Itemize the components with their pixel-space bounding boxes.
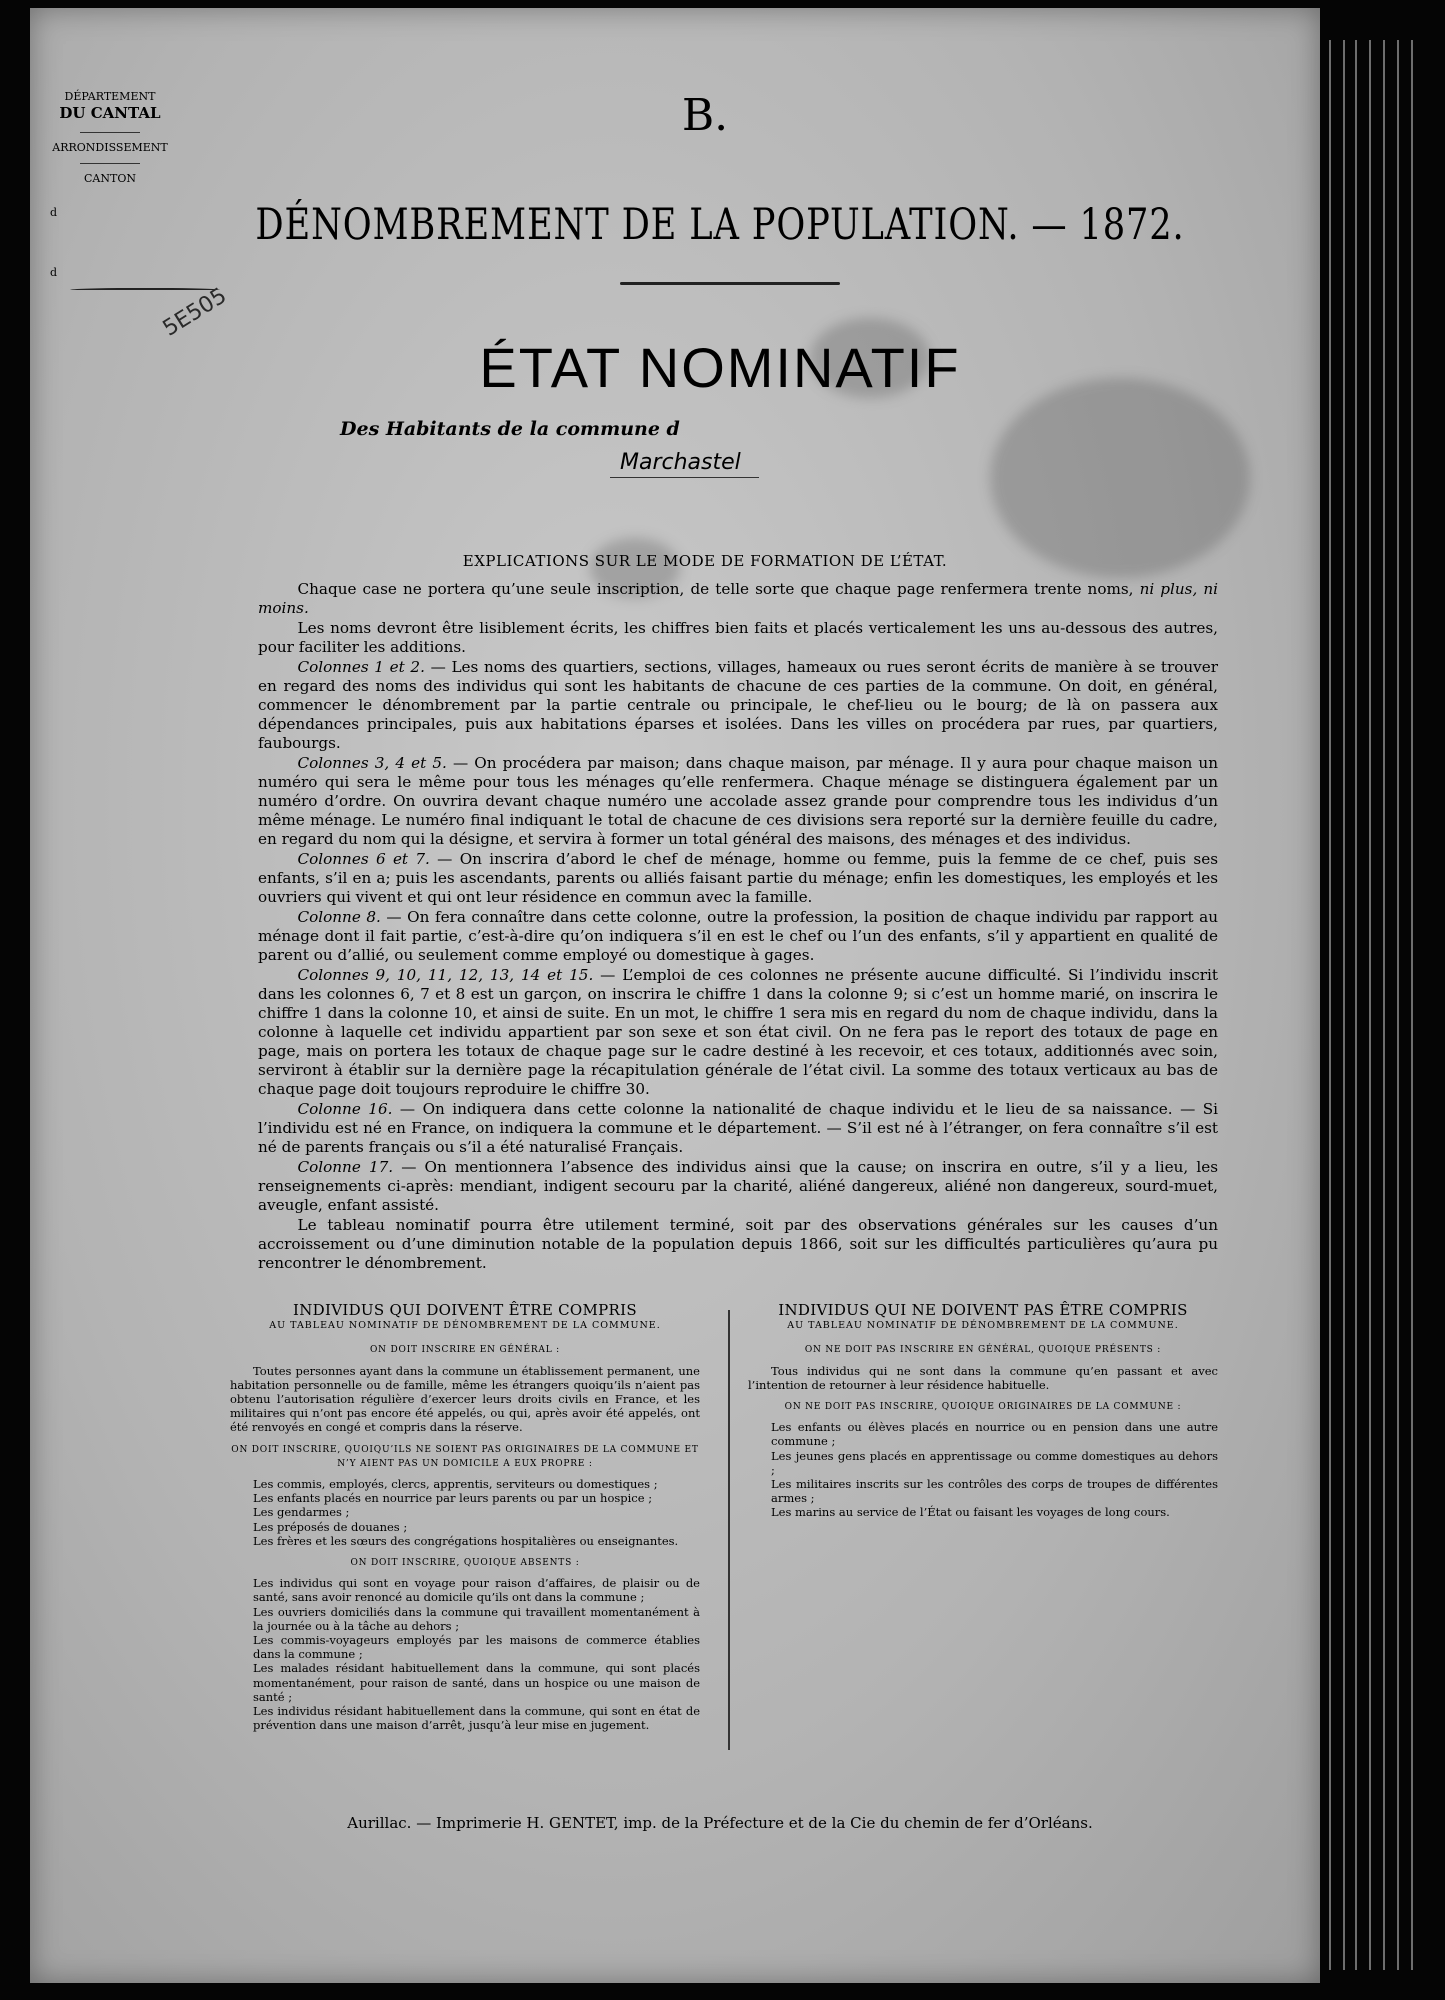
section-heading: ON NE DOIT PAS INSCRIRE, QUOIQUE ORIGINAIRES DE LA COMMUNE :: [784, 1402, 1182, 1413]
explanation-paragraph: Le tableau nominatif pourra être utilement terminé, soit par des observations générales sur les causes d’un accroissement ou d’une diminution notable de la population depuis 1866, soit sur les difficultés particulières qu’aura pu rencontrer le dénombrement.: [258, 1216, 1218, 1272]
departement-name: DU CANTAL: [59, 104, 161, 123]
main-title: DÉNOMBREMENT DE LA POPULATION. — 1872.: [255, 200, 1185, 250]
canton-label: CANTON: [84, 172, 136, 186]
explanation-paragraph: Colonnes 6 et 7. — On inscrira d’abord le chef de ménage, homme ou femme, puis la femme de ce chef, puis ses enfants, s’il en a; puis les ascendants, parents ou alliés faisant partie du ménage; enfin les domestiques, les employés et les ouvriers qui vivent et qui ont leur résidence en commun avec la famille.: [258, 850, 1218, 906]
header-brace: [70, 288, 220, 293]
list-item: Les commis-voyageurs employés par les maisons de commerce établies dans la commune ;: [253, 1633, 700, 1662]
explanation-paragraph: Colonne 8. — On fera connaître dans cette colonne, outre la profession, la position de chaque individu par rapport au ménage dont il fait partie, c’est-à-dire qu’on indiquera s’il en est le chef ou l’un des enfants, s’il y appartient en qualité de parent ou d’allié, ou seulement comme employé ou domestique à gages.: [258, 908, 1218, 964]
explanation-paragraph: Chaque case ne portera qu’une seule inscription, de telle sorte que chaque page renfermera trente noms, ni plus, ni moins.: [258, 580, 1219, 617]
column-title: INDIVIDUS QUI NE DOIVENT PAS ÊTRE COMPRIS: [778, 1301, 1188, 1319]
commune-name: Marchastel: [610, 450, 759, 478]
list-item: Les frères et les sœurs des congrégations hospitalières ou enseignantes.: [253, 1533, 679, 1548]
explanation-paragraph: Colonnes 1 et 2. — Les noms des quartiers, sections, villages, hameaux ou rues seront écrits de manière à se trouver en regard des noms des individus qui sont les habitants de chacune de ces parties de la commune. On doit, en général, commencer le dénombrement par la partie centrale ou principale, le chef-lieu ou le bourg; de là on passera aux dépendances principales, puis aux habitations éparses et isolées. Dans les villes on procédera par rues, par quartiers, faubourgs.: [258, 658, 1218, 752]
explanation-paragraph: Colonne 16. — On indiquera dans cette colonne la nationalité de chaque individu et le lieu de sa naissance. — Si l’individu est né en France, on indiquera la commune et le département. — S’il est né à l’étranger, on fera connaître s’il est né de parents français ou s’il a été naturalisé Français.: [258, 1100, 1218, 1156]
list-item: Les préposés de douanes ;: [253, 1519, 408, 1534]
list-item: Les gendarmes ;: [253, 1505, 350, 1520]
commune-label: Des Habitants de la commune d: [340, 418, 680, 440]
form-letter: B.: [681, 90, 729, 141]
column-subtitle: AU TABLEAU NOMINATIF DE DÉNOMBREMENT DE LA COMMUNE.: [787, 1320, 1179, 1332]
list-item: Les jeunes gens placés en apprentissage ou comme domestiques au dehors ;: [771, 1448, 1218, 1477]
section-heading: ON DOIT INSCRIRE EN GÉNÉRAL :: [369, 1345, 560, 1356]
explanation-paragraph: Les noms devront être lisiblement écrits, les chiffres bien faits et placés verticalement les uns au-dessous des autres, pour faciliter les additions.: [258, 619, 1218, 656]
list-item: Les marins au service de l’État ou faisant les voyages de long cours.: [771, 1505, 1170, 1520]
excluded-individuals-column: [748, 1303, 1218, 1520]
title-rule: [620, 282, 840, 285]
list-item: Les ouvriers domiciliés dans la commune qui travaillent momentanément à la journée ou à la tâche au dehors ;: [253, 1604, 700, 1633]
d-prefix: d: [50, 206, 58, 219]
explanation-paragraph: Colonne 17. — On mentionnera l’absence des individus ainsi que la cause; on inscrira en outre, s’il y a lieu, les renseignements ci-après: mendiant, indigent secouru par la charité, aliéné dangereux, aliéné non dangereux, sourd-muet, aveugle, enfant assisté.: [258, 1158, 1219, 1214]
catalogue-note: 5E505: [158, 283, 232, 342]
column-title: INDIVIDUS QUI DOIVENT ÊTRE COMPRIS: [293, 1301, 637, 1319]
section-text: Toutes personnes ayant dans la commune un établissement permanent, une habitation personnelle ou de famille, même les étrangers quoiqu’ils n’aient pas obtenu l’autorisation régulière d’exercer leurs droits civils en France, et les militaires qui n’ont pas encore été appelés, ou qui, après avoir été appelés, ont été renvoyés en congé et compris dans la réserve.: [230, 1363, 700, 1435]
list-item: Les enfants ou élèves placés en nourrice ou en pension dans une autre commune ;: [771, 1420, 1218, 1449]
stain: [990, 378, 1250, 578]
state-title: ÉTAT NOMINATIF: [479, 336, 961, 399]
explanation-paragraph: Colonnes 9, 10, 11, 12, 13, 14 et 15. — L’emploi de ces colonnes ne présente aucune difficulté. Si l’individu inscrit dans les colonnes 6, 7 et 8 est un garçon, on inscrira le chiffre 1 dans la colonne 9; si c’est un homme marié, on inscrira le chiffre 1 dans la colonne 10, et ainsi de suite. En un mot, le chiffre 1 sera mis en regard du nom de chaque individu, dans la colonne à laquelle cet individu appartient par son sexe et son état civil. On ne fera pas le report des totaux de page en page, mais on portera les totaux de chaque page sur le cadre destiné à les recevoir, et ces totaux, additionnés avec soin, serviront à établir sur la dernière page la récapitulation générale de l’état civil. La somme des totaux verticaux au bas de chaque page doit toujours reproduire le chiffre 30.: [258, 966, 1218, 1098]
section-text: Tous individus qui ne sont dans la commune qu’en passant et avec l’intention de retourner à leur résidence habituelle.: [748, 1363, 1218, 1392]
page-stack-edge: [1325, 40, 1420, 1970]
explanations-heading: EXPLICATIONS SUR LE MODE DE FORMATION DE L’ÉTAT.: [462, 552, 948, 570]
departement-label: DÉPARTEMENT: [64, 90, 156, 103]
section-heading: ON DOIT INSCRIRE, QUOIQU’ILS NE SOIENT PAS ORIGINAIRES DE LA COMMUNE ET N’Y AIENT PAS UN DOMICILE A EUX PROPRE :: [231, 1444, 699, 1469]
section-heading: ON NE DOIT PAS INSCRIRE EN GÉNÉRAL, QUOIQUE PRÉSENTS :: [804, 1345, 1162, 1356]
explanations-body: [258, 580, 1218, 1274]
section-heading: ON DOIT INSCRIRE, QUOIQUE ABSENTS :: [350, 1558, 580, 1569]
list-item: Les commis, employés, clercs, apprentis, serviteurs ou domestiques ;: [253, 1477, 658, 1492]
list-item: Les militaires inscrits sur les contrôles des corps de troupes de différentes armes ;: [771, 1477, 1218, 1506]
arrondissement-label: ARRONDISSEMENT: [52, 140, 168, 154]
included-individuals-column: [230, 1303, 700, 1732]
d-prefix: d: [50, 266, 58, 279]
column-subtitle: AU TABLEAU NOMINATIF DE DÉNOMBREMENT DE LA COMMUNE.: [269, 1320, 661, 1332]
list-item: Les malades résidant habituellement dans la commune, qui sont placés momentanément, pour raison de santé, dans un hospice ou une maison de santé ;: [253, 1661, 700, 1704]
list-item: Les individus qui sont en voyage pour raison d’affaires, de plaisir ou de santé, sans avoir renoncé au domicile qu’ils ont dans la commune ;: [253, 1576, 700, 1605]
explanation-paragraph: Colonnes 3, 4 et 5. — On procédera par maison; dans chaque maison, par ménage. Il y aura pour chaque maison un numéro qui sera le même pour tous les ménages qu’elle renfermera. Chaque ménage se distinguera également par un numéro d’ordre. On ouvrira devant chaque numéro une accolade assez grande pour comprendre tous les individus d’un même ménage. Le numéro final indiquant le total de chacune de ces divisions sera reporté sur la dernière feuille du cadre, en regard du nom qui la désigne, et servira à former un total général des maisons, des ménages et des individus.: [258, 754, 1218, 848]
list-item: Les individus résidant habituellement dans la commune, qui sont en état de prévention dans une maison d’arrêt, jusqu’à leur mise en jugement.: [253, 1704, 700, 1733]
list-item: Les enfants placés en nourrice par leurs parents ou par un hospice ;: [253, 1491, 653, 1506]
printer-imprint: Aurillac. — Imprimerie H. GENTET, imp. de la Préfecture et de la Cie du chemin de fer d’Orléans.: [347, 1814, 1093, 1832]
column-divider: [728, 1310, 730, 1750]
